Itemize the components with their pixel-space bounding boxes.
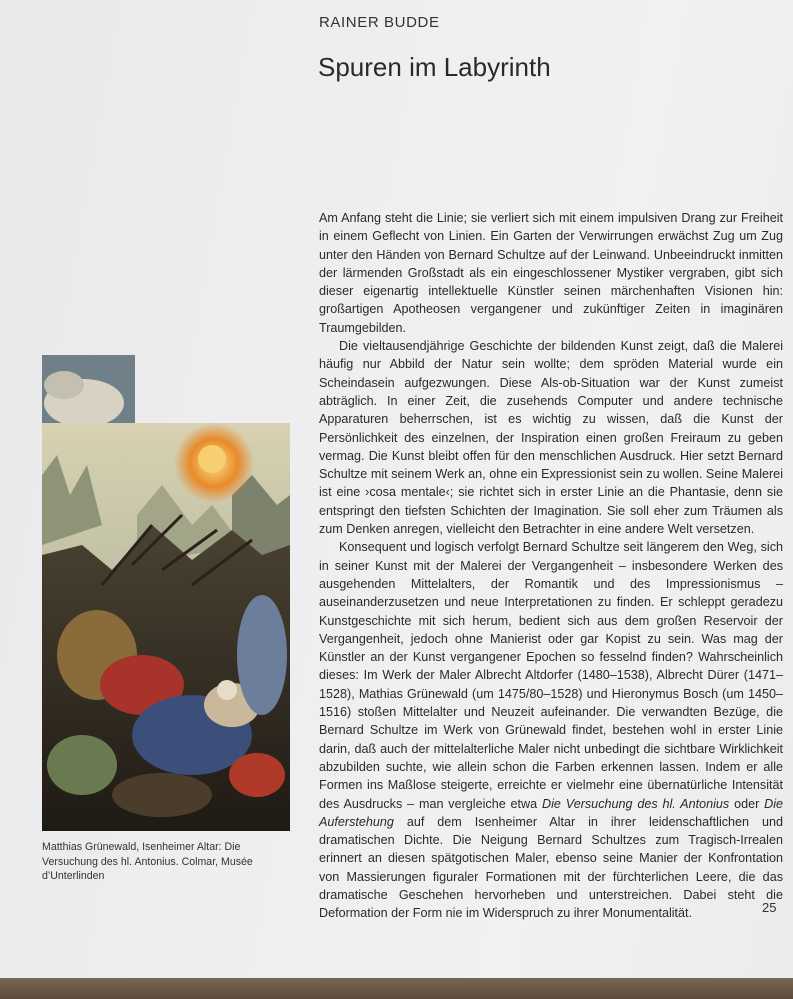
paragraph-3-part-b: auf dem Isenheimer Altar in ihrer leidenschaftlichen und dramatischen Dichte. Die Neigung Bernard Schultzes zum Tragisch-Irrealen erinnert an diesen spätgotischen Maler, ebenso seine Manier der Konfrontation von Massierungen figuraler Formationen mit der fürchterlichen Leere, die das dramatische Geschehen hervorheben und unterstreichen. Dabei steht die Deformation der Form nie im Widerspruch zu ihrer Monumentalität. xyxy=(319,814,784,921)
work-title-auferstehung: Die Auferstehung xyxy=(319,796,784,829)
author-name: RAINER BUDDE xyxy=(319,14,440,31)
paragraph-3-part-a: Konsequent und logisch verfolgt Bernard Schultze seit längerem den Weg, sich in seiner Kunst mit der Malerei der Vergangenheit – insbesondere Werken des ausgehenden Mittelalters, der Romantik und des Impressionismus – auseinanderzusetzen und neue Interpretationen zu finden. Er schleppt geradezu Kunstgeschichte mit sich herum, bedient sich aus dem großen Reservoir der Vergangenheit, jedoch ohne Manierist oder gar Kopist zu sein. Was mag der Künstler an der Kunst vergangener Epochen so fesselnd finden? Wahrscheinlich dieses: Im Werk der Maler Albrecht Altdorfer (1480–1538), Albrecht Dürer (1471–1528), Mathias Grünewald (um 1475/80–1528) und Hieronymus Bosch (um 1450–1516) stoßen Mittelalter und Neuzeit aufeinander. Die verwandten Bezüge, die Bernard Schultze im Werk von Grünewald findet, bestehen wohl in erster Linie darin, daß auch der mittelalterliche Maler nicht unbedingt die sichtbare Wirklichkeit abzubilden suchte, wie allein schon die Farben erkennen lassen. Indem er alle Formen ins Maßlose steigerte, erreichte er vielmehr eine übernatürliche Intensität des Ausdrucks – man vergleiche etwa xyxy=(319,540,783,811)
page-number: 25 xyxy=(762,900,777,915)
figure-caption: Matthias Grünewald, Isenheimer Altar: Die Versuchung des hl. Antonius. Colmar, Musée d’Unterlinden xyxy=(42,841,253,882)
table-surface xyxy=(0,978,793,999)
paragraph-1: Am Anfang steht die Linie; sie verliert sich mit einem impulsiven Drang zur Freiheit in einem Geflecht von Linien. Ein Garten der Verwirrungen erwächst Zug um Zug unter den Händen von Bernard Schultze auf der Leinwand. Unbeeindruckt inmitten der lärmenden Großstadt als ein eingeschlossener Mystiker vergraben, gibt sich dieser eigenartig intellektuelle Künstler seinen märchenhaften Visionen hin: großartigen Apotheosen vergangener und zukünftiger Zeiten in imaginären Traumgebilden. xyxy=(319,211,783,335)
paragraph-3-conjunction: oder xyxy=(734,796,760,811)
paragraph-3 xyxy=(319,538,783,922)
painting-image xyxy=(42,355,290,831)
work-title-versuchung: Die Versuchung des hl. Antonius xyxy=(542,796,730,811)
page-title: Spuren im Labyrinth xyxy=(318,52,551,82)
paragraph-2: Die vieltausendjährige Geschichte der bildenden Kunst zeigt, daß die Malerei häufig nur Abbild der Natur sein wollte; dem spröden Material wurde ein Scheindasein aufgezwungen. Diese Als-ob-Situation war der Kunst zumeist abträglich. In einer Zeit, die zusehends Computer und andere technische Apparaturen beherrschen, ist es wichtig zu wissen, daß die Kunst der Persönlichkeit des einzelnen, der Inspiration einen großen Freiraum zu geben vermag. Die Kunst bleibt offen für den menschlichen Ausdruck. Hier setzt Bernard Schultze mit seinem Werk an, ohne ein Expressionist sein zu wollen. Seine Malerei ist eine ›cosa mentale‹; sie richtet sich in erster Linie an die Phantasie, denn sie entspringt den tiefsten Schichten der Imagination. Sie soll eher zum Träumen als zum Denken anregen, vielleicht den Betrachter in eine andere Welt versetzen. xyxy=(319,339,783,537)
article-body xyxy=(319,209,783,923)
